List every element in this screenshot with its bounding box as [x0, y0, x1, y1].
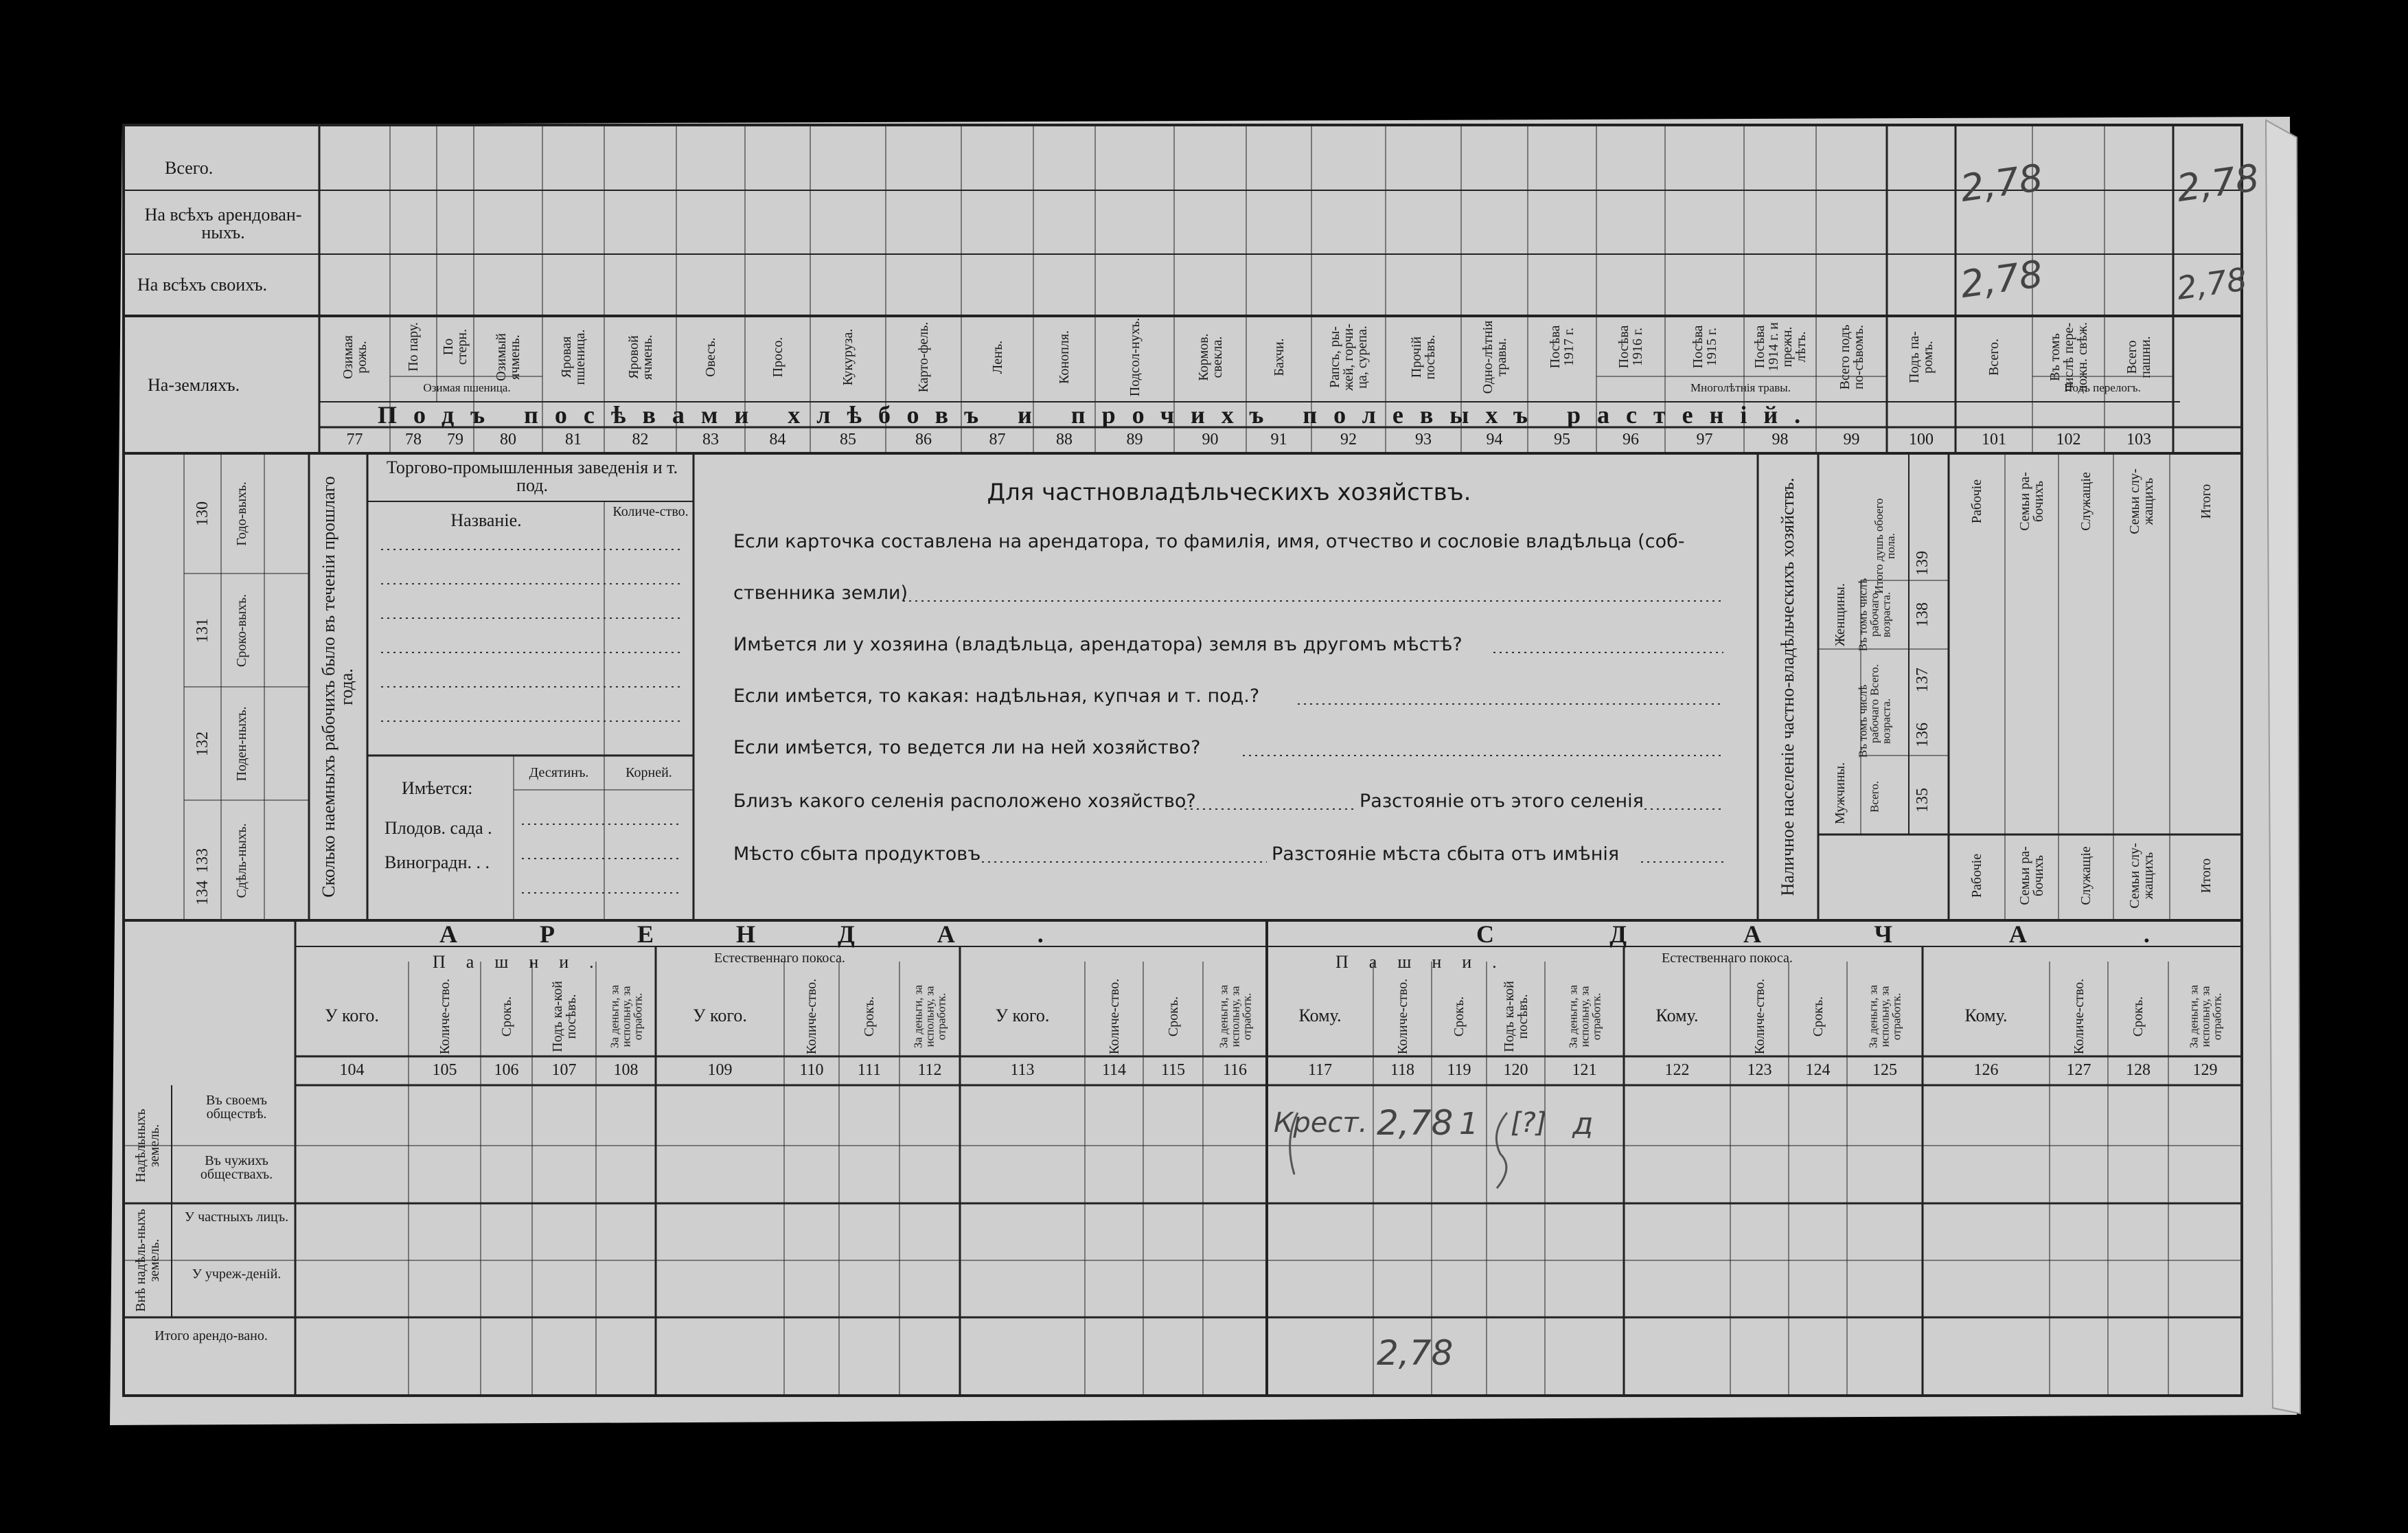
worker-col-label: Сдѣль-ныхъ. [234, 823, 249, 898]
lease-col-label: Срокъ. [1452, 996, 1467, 1037]
trade-title: Торгово-промышленныя заведенія и т. под. [386, 457, 678, 495]
worker-col-num: 133 [194, 848, 211, 873]
crop-col-num: 103 [2126, 431, 2151, 448]
crop-col-label: Бахчи. [1271, 338, 1287, 376]
crop-col-label: Посѣва 1916 г. [1616, 325, 1645, 369]
crop-col-label: По стерн. [441, 328, 470, 365]
lease-col-label: За деньги, за испольну, за отработк. [1217, 984, 1253, 1049]
crop-col-num: 84 [769, 431, 786, 448]
population-men-workers: Въ томъ числѣ рабочаго возраста. [1856, 684, 1893, 758]
crop-col-label: По пару. [406, 322, 421, 372]
crop-col-label: Всего. [1986, 338, 2002, 376]
worker-col-label: Поден-ныхъ. [234, 706, 249, 782]
hw-pay: д [1572, 1106, 1594, 1142]
lease-col-num: 111 [857, 1061, 882, 1079]
hw-qty: 2,78 [1377, 1103, 1454, 1143]
crop-col-label: Посѣва 1914 г. и прежн. лѣтъ. [1752, 322, 1809, 372]
lease-col-label: Срокъ. [2131, 996, 2146, 1037]
row-allot-group: Надѣльныхъ земель. [133, 1109, 162, 1183]
lease-col-num: 120 [1503, 1061, 1528, 1079]
lease-col-label: Кому. [1655, 1006, 1699, 1025]
crop-col-label: Посѣва 1915 г. [1690, 325, 1719, 369]
lease-col-num: 118 [1390, 1061, 1415, 1079]
worker-col-num: 131 [194, 617, 211, 643]
hw-term: 1 [1459, 1106, 1478, 1142]
crop-col-num: 101 [1982, 431, 2006, 448]
population-col-right-top: Служащіе [2078, 472, 2094, 531]
private-q6b: Разстояніе мѣста сбыта отъ имѣнія [1272, 843, 1620, 865]
lease-col-num: 104 [339, 1061, 365, 1079]
crop-col-num: 98 [1771, 431, 1789, 448]
row-label-own: На всѣхъ своихъ. [137, 275, 268, 295]
lease-col-num: 121 [1572, 1061, 1597, 1079]
worker-col-num: 130 [194, 501, 211, 526]
lease-col-num: 105 [432, 1061, 457, 1079]
sdacha-pashni: Пашни. [1335, 952, 1517, 972]
population-women-total: Всего. [1868, 664, 1881, 696]
row-non-allot-group: Внѣ надѣль-ныхъ земель. [133, 1209, 162, 1312]
crop-col-label: Подъ па-ромъ. [1907, 331, 1936, 383]
trade-qty-col: Количе-ство. [612, 504, 689, 519]
crop-col-label: Кукуруза. [840, 328, 856, 386]
lease-col-num: 117 [1307, 1061, 1333, 1079]
population-total-souls: Итого душъ обоего пола. [1872, 498, 1897, 594]
sdacha-pokos: Естественнаго покоса. [1662, 951, 1793, 966]
population-col-right-top: Рабочіе [1969, 479, 1984, 524]
crop-col-num: 89 [1126, 431, 1143, 448]
hw-total-leased: 2,78 [1377, 1333, 1454, 1373]
lease-col-label: Количе-ство. [804, 978, 819, 1055]
private-q6a: Мѣсто сбыта продуктовъ [733, 843, 981, 865]
trade-has: Имѣется: [402, 778, 473, 798]
trade-vineyards: Виноградн. . . [385, 852, 490, 872]
lease-col-label: Количе-ство. [1752, 978, 1767, 1055]
lease-col-num: 125 [1872, 1061, 1897, 1079]
population-col-right-bottom: Итого [2198, 858, 2214, 894]
lease-col-num: 109 [707, 1061, 733, 1079]
population-col-right-top: Итого [2198, 484, 2214, 519]
worker-col-num: 132 [194, 731, 211, 756]
lease-col-label: Количе-ство. [1395, 978, 1410, 1055]
crop-col-num: 79 [447, 431, 463, 448]
lease-col-num: 110 [799, 1061, 824, 1079]
lease-col-num: 128 [2126, 1061, 2151, 1079]
crop-col-label: Просо. [770, 337, 786, 378]
lease-col-label: Срокъ. [862, 996, 877, 1037]
lease-col-num: 129 [2192, 1061, 2218, 1079]
crop-col-num: 94 [1486, 431, 1503, 448]
group-perennial: Многолѣтнія травы. [1690, 381, 1791, 394]
crop-col-label: Озимая рожь. [340, 335, 369, 379]
crop-col-label: Овесъ. [703, 337, 718, 377]
crop-col-label: Яровой ячмень. [626, 334, 655, 380]
crop-col-num: 83 [702, 431, 719, 448]
lease-col-num: 108 [613, 1061, 639, 1079]
lease-col-label: Срокъ. [1165, 996, 1181, 1037]
lease-col-label: Кому. [1298, 1006, 1342, 1025]
lease-col-num: 119 [1447, 1061, 1471, 1079]
population-col-right-bottom: Рабочіе [1969, 853, 1984, 898]
row-institutions: У учреж-деній. [192, 1267, 282, 1282]
crop-col-num: 78 [405, 431, 422, 448]
lease-col-label: Количе-ство. [1106, 978, 1122, 1055]
hw-komu: Крест. [1274, 1107, 1368, 1139]
lease-col-num: 115 [1160, 1061, 1186, 1079]
lease-col-num: 106 [494, 1061, 519, 1079]
private-q1b: ственника земли) [733, 582, 908, 604]
trade-orchards: Плодов. сада . [385, 818, 492, 838]
lease-col-num: 116 [1222, 1061, 1248, 1079]
lease-col-num: 112 [917, 1061, 942, 1079]
population-num-137: 137 [1914, 668, 1931, 692]
crop-col-label: Карто-фель. [916, 321, 931, 393]
lease-col-label: Срокъ. [498, 996, 514, 1037]
trade-desyatin: Десятинъ. [529, 765, 589, 780]
population-women-workers: Въ томъ числѣ рабочаго возраста. [1856, 578, 1893, 652]
population-col-right-top: Семьи слу-жащихъ [2127, 468, 2156, 534]
lease-col-label: У кого. [995, 1006, 1050, 1025]
crop-col-label: Ленъ. [989, 340, 1005, 374]
crop-col-num: 93 [1415, 431, 1432, 448]
crop-col-label: Посѣва 1917 г. [1548, 325, 1576, 369]
lease-col-num: 114 [1101, 1061, 1127, 1079]
worker-col-label: Сроко-выхъ. [234, 593, 249, 667]
crop-col-label: Всего пашни. [2124, 336, 2153, 378]
population-num-136: 136 [1914, 723, 1931, 747]
lease-col-num: 126 [1973, 1061, 1999, 1079]
crop-col-num: 81 [565, 431, 582, 448]
banner-sdacha: СДАЧА. [1476, 920, 2267, 948]
group-fallow: Подъ перелогъ. [2064, 381, 2141, 394]
banner-sown: Подъ посѣвами хлѣбовъ и прочихъ полевыхъ растеній. [378, 401, 1818, 429]
population-col-right-bottom: Семьи ра-бочихъ [2017, 846, 2046, 905]
population-num-138: 138 [1914, 602, 1931, 627]
group-winter-wheat: Озимая пшеница. [423, 381, 511, 394]
lease-col-label: У кого. [693, 1006, 747, 1025]
lease-col-label: За деньги, за испольну, за отработк. [1866, 984, 1903, 1049]
crop-col-num: 92 [1340, 431, 1357, 448]
population-col-right-top: Семьи ра-бочихъ [2017, 472, 2046, 531]
private-q4: Если имѣется, то ведется ли на ней хозяйство? [733, 737, 1201, 758]
lease-col-label: У кого. [325, 1006, 379, 1025]
private-q2: Имѣется ли у хозяина (владѣльца, арендатора) земля въ другомъ мѣстѣ? [733, 634, 1463, 655]
row-label-on-lands: На-земляхъ. [148, 375, 240, 395]
lease-col-num: 122 [1664, 1061, 1690, 1079]
hw-crop: [?] [1511, 1107, 1547, 1139]
crop-col-label: Подсол-нухъ. [1127, 317, 1143, 397]
crop-col-num: 77 [346, 431, 363, 448]
worker-col-label: Годо-выхъ. [234, 481, 249, 546]
lease-col-label: За деньги, за испольну, за отработк. [1566, 984, 1603, 1049]
population-side-label: Наличное населеніе частно-владѣльческихъ хозяйствъ. [1778, 477, 1798, 896]
row-private-persons: У частныхъ лицъ. [184, 1210, 289, 1225]
hw-own-1: 2,78 [1958, 251, 2045, 307]
lease-col-num: 107 [551, 1061, 577, 1079]
population-num-135: 135 [1914, 788, 1931, 813]
private-title: Для частновладѣльческихъ хозяйствъ. [987, 479, 1471, 506]
lease-col-label: Количе-ство. [2071, 978, 2087, 1055]
crop-col-num: 85 [840, 431, 856, 448]
population-col-right-bottom: Семьи слу-жащихъ [2127, 843, 2156, 909]
crop-col-label: Одно-лѣтнія травы. [1480, 320, 1509, 394]
population-men-total: Всего. [1868, 781, 1881, 813]
crop-col-num: 80 [500, 431, 516, 448]
row-other-community: Въ чужихъ обществахъ. [200, 1153, 273, 1182]
trade-korney: Корней. [626, 765, 672, 780]
crop-col-num: 88 [1056, 431, 1073, 448]
crop-col-num: 90 [1202, 431, 1219, 448]
population-men: Мужчины. [1833, 762, 1848, 825]
crop-col-num: 99 [1843, 431, 1860, 448]
crop-col-label: Прочій посѣвъ. [1409, 334, 1438, 380]
crop-col-label: Всего подъ по-сѣвомъ. [1837, 324, 1866, 390]
arenda-pashni: Пашни. [433, 952, 615, 972]
workers-side-label: Сколько наемныхъ рабочихъ было въ теченіи прошлаго года. [319, 476, 356, 898]
population-col-right-bottom: Служащіе [2078, 846, 2094, 905]
crop-col-label: Въ томъ числѣ пере-ложн. свѣж. [2047, 322, 2090, 393]
crop-col-num: 100 [1909, 431, 1934, 448]
private-q1a: Если карточка составлена на арендатора, то фамилія, имя, отчество и сословіе владѣльца (соб- [733, 531, 1685, 552]
crop-col-num: 86 [915, 431, 932, 448]
crop-col-num: 82 [632, 431, 649, 448]
crop-col-label: Рапсъ, ры-жей, горчи-ца, сурепа. [1327, 323, 1370, 391]
crop-col-label: Озимый ячмень. [494, 333, 523, 381]
lease-col-label: Кому. [1964, 1006, 2008, 1025]
private-q3: Если имѣется, то какая: надѣльная, купчая и т. под.? [733, 685, 1260, 707]
private-q5a: Близъ какого селенія расположено хозяйство? [733, 791, 1196, 812]
row-label-rented: На всѣхъ арендован-ныхъ. [144, 205, 302, 242]
population-num-139: 139 [1914, 551, 1931, 576]
private-q5b: Разстояніе отъ этого селенія [1360, 791, 1644, 812]
lease-col-num: 113 [1010, 1061, 1035, 1079]
lease-col-label: Подъ ка-кой посѣвъ. [1501, 981, 1530, 1052]
lease-col-label: За деньги, за испольну, за отработк. [608, 984, 644, 1049]
arenda-pokos: Естественнаго покоса. [714, 951, 845, 966]
lease-col-label: За деньги, за испольну, за отработк. [911, 984, 948, 1049]
crop-col-num: 102 [2056, 431, 2081, 448]
crop-col-num: 97 [1696, 431, 1713, 448]
hw-total-1: 2,78 [1958, 155, 2045, 211]
population-women: Женщины. [1833, 583, 1848, 646]
row-label-total: Всего. [165, 158, 214, 178]
lease-col-num: 123 [1747, 1061, 1772, 1079]
crop-col-num: 91 [1270, 431, 1287, 448]
crop-col-num: 87 [989, 431, 1006, 448]
crop-col-num: 95 [1554, 431, 1570, 448]
lease-col-num: 127 [2066, 1061, 2091, 1079]
crop-col-label: Кормов. свекла. [1195, 333, 1225, 381]
row-total-leased: Итого арендо-вано. [154, 1328, 268, 1343]
lease-col-label: Подъ ка-кой посѣвъ. [549, 981, 579, 1052]
lease-col-label: За деньги, за испольну, за отработк. [2187, 984, 2223, 1049]
crop-col-label: Конопля. [1057, 330, 1072, 384]
crop-col-label: Яровая пшеница. [559, 329, 588, 385]
banner-arenda: АРЕНДА. [439, 920, 1126, 948]
hw-own-2: 2,78 [2174, 260, 2249, 307]
lease-col-label: Срокъ. [1810, 996, 1826, 1037]
hw-total-2: 2,78 [2174, 155, 2262, 211]
lease-col-num: 124 [1805, 1061, 1831, 1079]
crop-col-num: 96 [1622, 431, 1639, 448]
worker-col-num: 134 [194, 881, 211, 905]
row-own-community: Въ своемъ обществѣ. [206, 1093, 267, 1122]
trade-name-col: Названіе. [450, 510, 522, 530]
lease-col-label: Количе-ство. [437, 978, 452, 1055]
